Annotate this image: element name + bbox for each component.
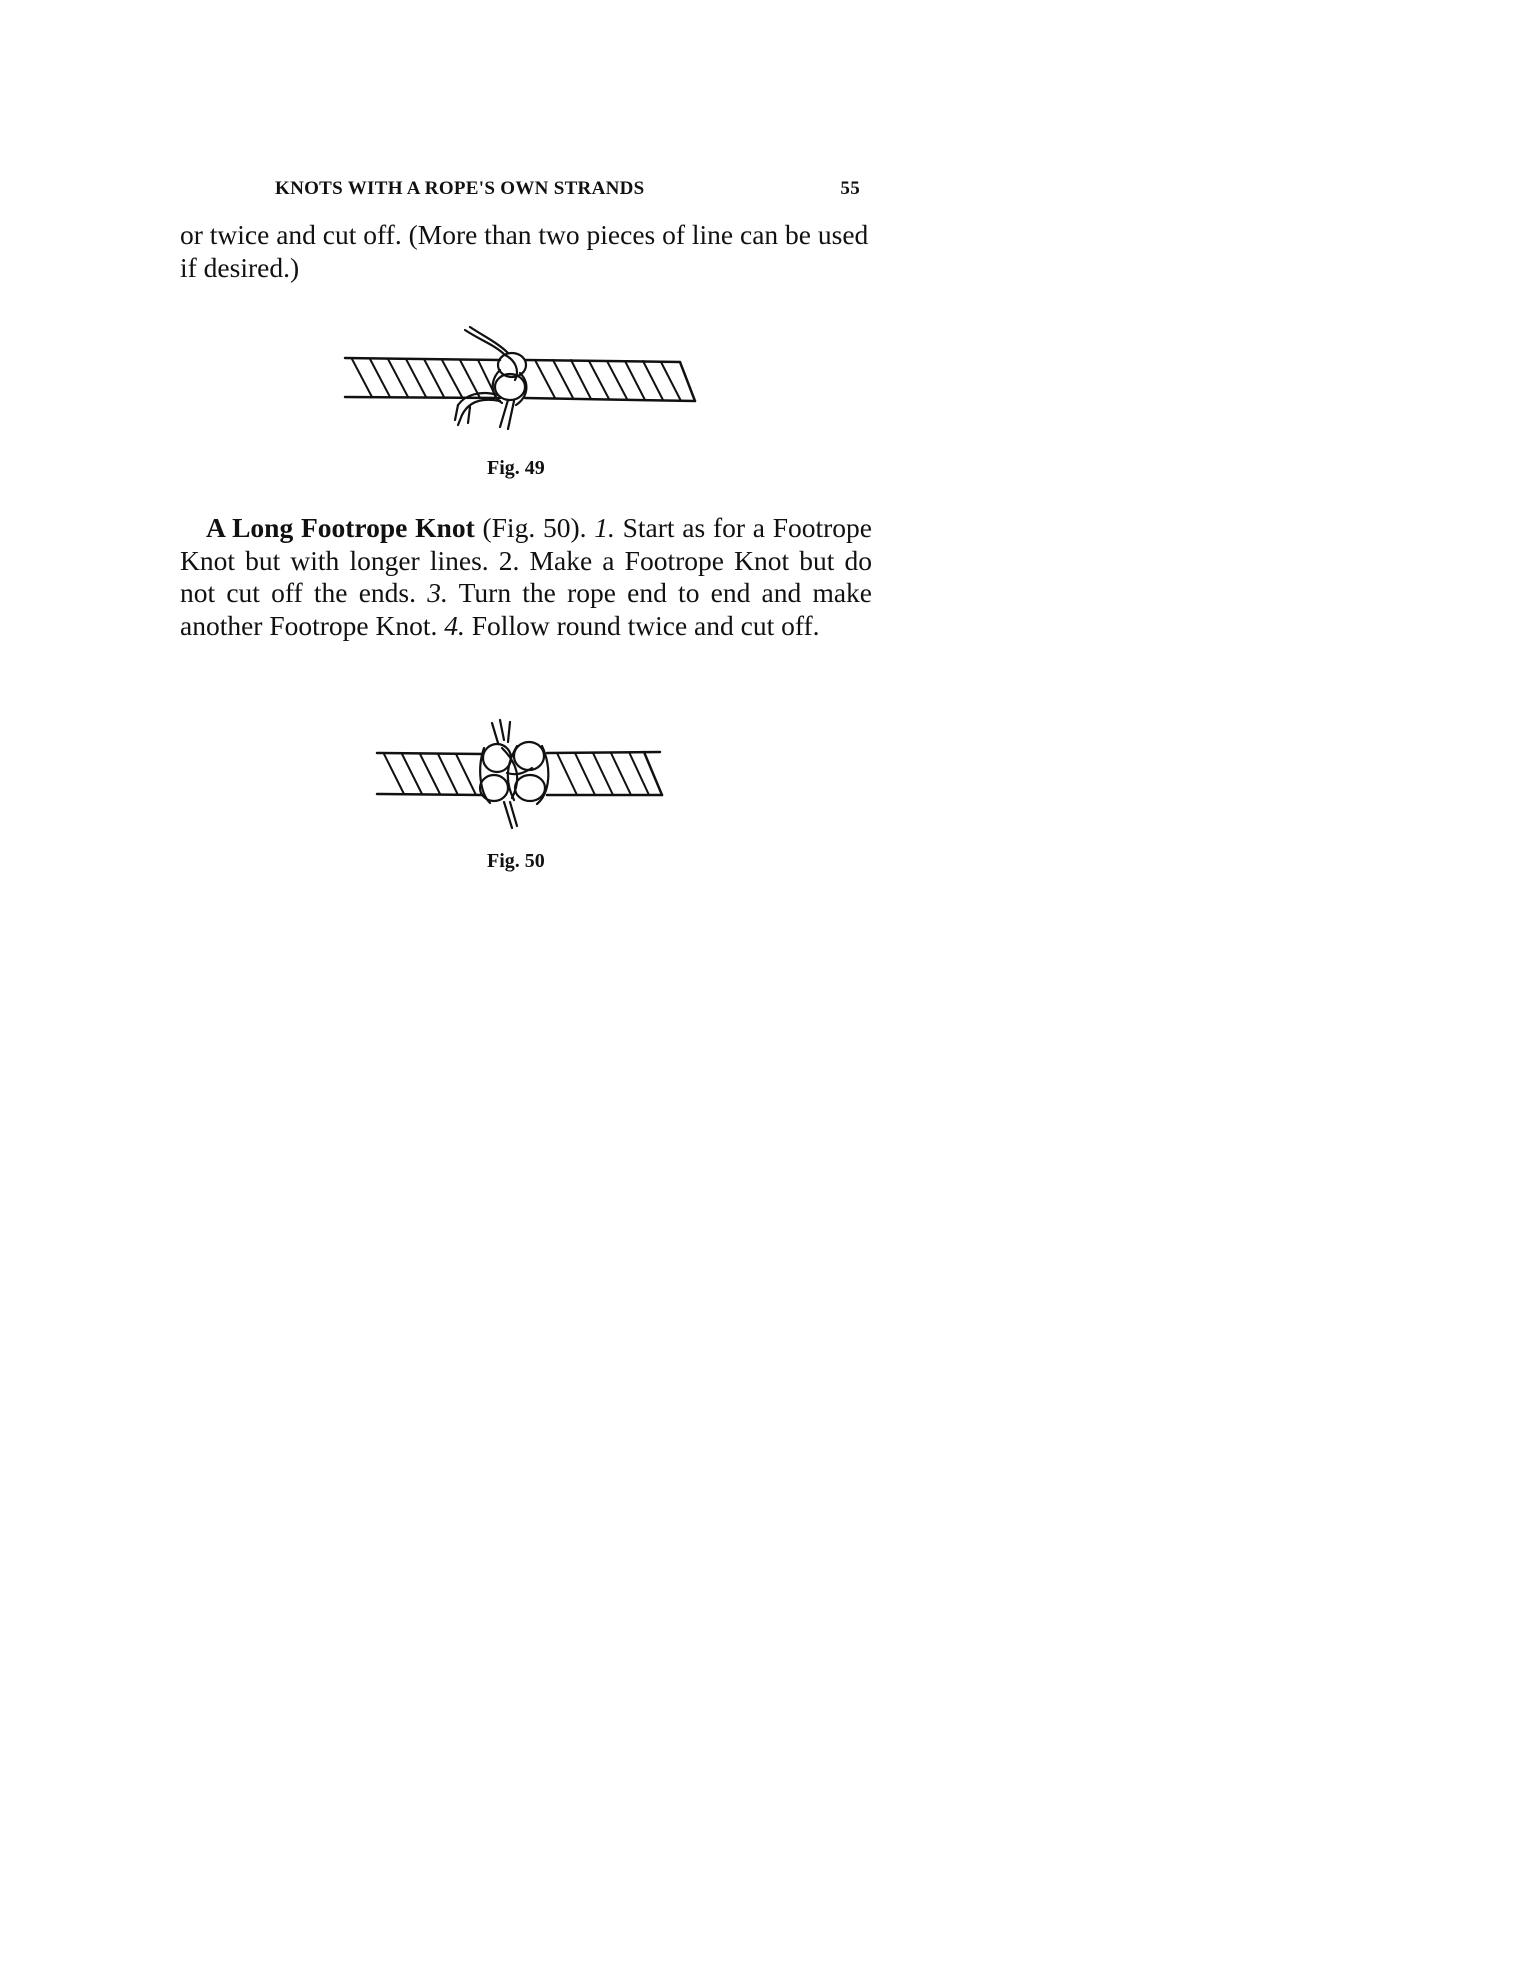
running-title: KNOTS WITH A ROPE'S OWN STRANDS [275, 178, 645, 199]
section-heading: A Long Footrope Knot [206, 512, 475, 543]
figure-ref: (Fig. 50). [482, 512, 587, 543]
figure-50-caption: Fig. 50 [487, 850, 545, 872]
figure-49 [340, 325, 710, 445]
step-1-2-text: Start as for a Footrope Knot but with longer lines. 2. Make a Footrope Knot but do not cut off the ends. [180, 512, 873, 608]
step-3-text: Turn the rope end to end and make another Footrope Knot. [180, 577, 873, 641]
rope-long-footrope-knot-illustration [372, 718, 672, 833]
step-4-text: Follow round twice and cut off. [471, 609, 820, 641]
paragraph-long-footrope-knot [180, 512, 872, 642]
paragraph-continuation: or twice and cut off. (More than two pieces of line can be used if desired.) [180, 219, 869, 283]
step-4-number: 4. [444, 609, 465, 641]
figure-49-caption: Fig. 49 [487, 457, 545, 479]
step-3-number: 3. [427, 577, 448, 608]
figure-50 [372, 718, 672, 833]
rope-knot-illustration [340, 325, 710, 445]
running-head [275, 178, 860, 208]
step-1-number: 1. [594, 512, 615, 543]
page-number: 55 [840, 178, 860, 199]
